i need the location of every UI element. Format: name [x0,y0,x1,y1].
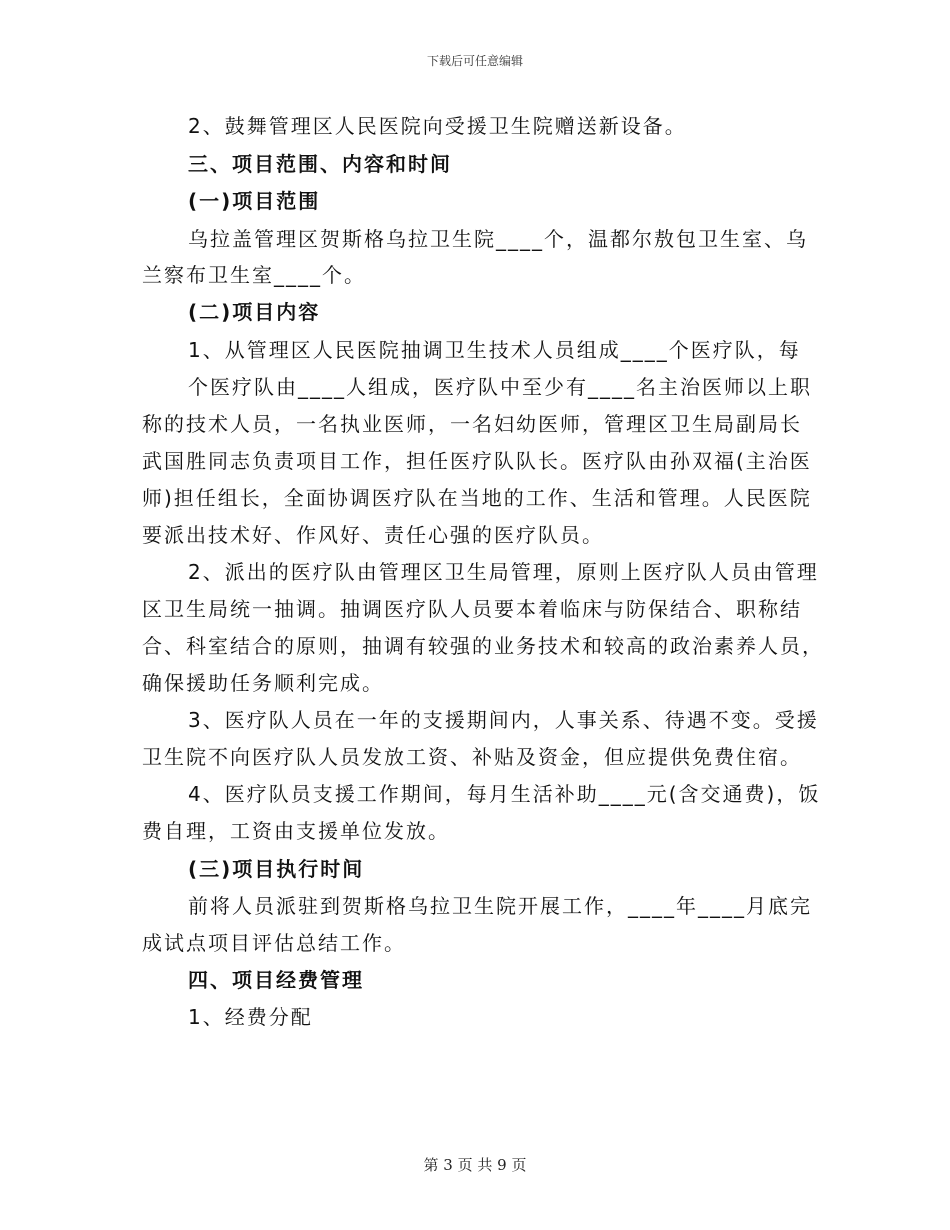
body-line: 师)担任组长，全面协调医疗队在当地的工作、生活和管理。人民医院 [142,486,812,510]
subsection-heading: (一)项目范围 [188,189,321,213]
body-line: 成试点项目评估总结工作。 [142,931,406,955]
body-line: 武国胜同志负责项目工作，担任医疗队队长。医疗队由孙双福(主治医 [142,449,812,473]
body-line: 称的技术人员，一名执业医师，一名妇幼医师，管理区卫生局副局长 [142,412,802,436]
body-line: 费自理，工资由支援单位发放。 [142,819,450,843]
body-line: 2、派出的医疗队由管理区卫生局管理，原则上医疗队人员由管理 [188,560,819,584]
body-line: 前将人员派驻到贺斯格乌拉卫生院开展工作，____年____月底完 [188,894,812,918]
subsection-heading: (三)项目执行时间 [188,857,365,881]
body-line: 3、医疗队人员在一年的支援期间内，人事关系、待遇不变。受援 [188,708,819,732]
body-line: 确保援助任务顺利完成。 [142,671,384,695]
body-line: 1、从管理区人民医院抽调卫生技术人员组成____个医疗队，每 [188,338,801,362]
body-line: 区卫生局统一抽调。抽调医疗队人员要本着临床与防保结合、职称结 [142,597,802,621]
page-footer: 第 3 页 共 9 页 [423,1156,527,1174]
body-line: 合、科室结合的原则，抽调有较强的业务技术和较高的政治素养人员， [142,634,824,658]
body-line: 乌拉盖管理区贺斯格乌拉卫生院____个，温都尔敖包卫生室、乌 [188,227,808,251]
body-line: 1、经费分配 [188,1005,313,1029]
section-heading: 三、项目范围、内容和时间 [188,152,452,176]
section-heading: 四、项目经费管理 [188,968,364,992]
body-line: 卫生院不向医疗队人员发放工资、补贴及资金，但应提供免费住宿。 [142,745,802,769]
body-line: 兰察布卫生室____个。 [142,263,366,287]
subsection-heading: (二)项目内容 [188,300,321,324]
body-line: 2、鼓舞管理区人民医院向受援卫生院赠送新设备。 [188,114,687,138]
body-line: 4、医疗队员支援工作期间，每月生活补助____元(含交通费)，饭 [188,782,821,806]
page-header: 下载后可任意编辑 [426,54,523,68]
body-line: 要派出技术好、作风好、责任心强的医疗队员。 [142,523,604,547]
body-line: 个医疗队由____人组成，医疗队中至少有____名主治医师以上职 [188,375,812,399]
